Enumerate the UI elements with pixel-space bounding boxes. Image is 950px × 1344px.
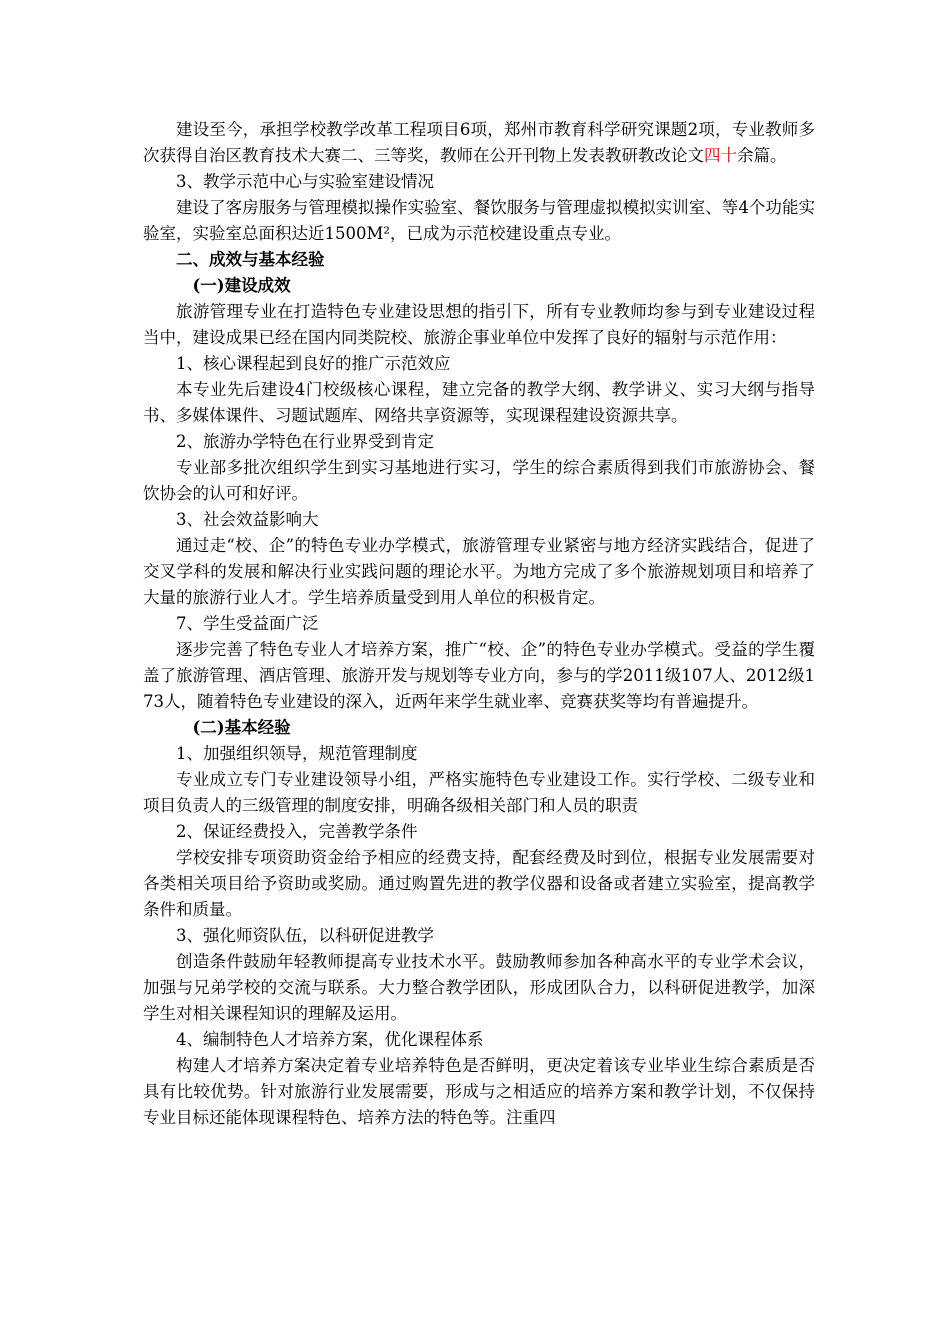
paragraph-lab-construction: 建设了客房服务与管理模拟操作实验室、餐饮服务与管理虚拟模拟实训室、等4个功能实验室，实验室总面积达近1500M²，已成为示范校建设重点专业。 [143, 198, 815, 243]
paragraph-industry-recognition: 专业部多批次组织学生到实习基地进行实习，学生的综合素质得到我们市旅游协会、餐饮协会的认可和好评。 [143, 458, 815, 503]
paragraph-core-courses: 本专业先后建设4门校级核心课程，建立完备的教学大纲、教学讲义、实习大纲与指导书、多媒体课件、习题试题库、网络共享资源等，实现课程建设资源共享。 [143, 380, 815, 425]
paragraph-training-plan: 构建人才培养方案决定着专业培养特色是否鲜明，更决定着该专业毕业生综合素质是否具有比较优势。针对旅游行业发展需要，形成与之相适应的培养方案和教学计划，不仅保持专业目标还能体现课程特色、培养方法的特色等。注重四 [143, 1056, 815, 1127]
list-item-funding: 2、保证经费投入，完善教学条件 [176, 822, 418, 841]
list-item-training-plan: 4、编制特色人才培养方案，优化课程体系 [176, 1030, 484, 1049]
paragraph-funding: 学校安排专项资助资金给予相应的经费支持，配套经费及时到位，根据专业发展需要对各类相关项目给予资助或奖励。通过购置先进的教学仪器和设备或者建立实验室，提高教学条件和质量。 [143, 848, 815, 919]
paragraph-research-projects: 建设至今，承担学校教学改革工程项目6项，郑州市教育科学研究课题2项，专业教师多次获得自治区教育技术大赛二、三等奖，教师在公开刊物上发表教研教改论文四十余篇。 [143, 120, 815, 165]
list-item-faculty: 3、强化师资队伍，以科研促进教学 [176, 926, 434, 945]
paragraph-organization: 专业成立专门专业建设领导小组，严格实施特色专业建设工作。实行学校、二级专业和项目负责人的三级管理的制度安排，明确各级相关部门和人员的职责 [143, 770, 815, 815]
paragraph-achievements-intro: 旅游管理专业在打造特色专业建设思想的指引下，所有专业教师均参与到专业建设过程当中，建设成果已经在国内同类院校、旅游企事业单位中发挥了良好的辐射与示范作用： [143, 302, 815, 347]
subsection-heading-experience: (二)基本经验 [192, 718, 291, 737]
list-item-social-benefit: 3、社会效益影响大 [176, 510, 319, 529]
paragraph-social-benefit: 通过走“校、企”的特色专业办学模式，旅游管理专业紧密与地方经济实践结合，促进了交叉学科的发展和解决行业实践问题的理论水平。为地方完成了多个旅游规划项目和培养了大量的旅游行业人才。学生培养质量受到用人单位的积极肯定。 [143, 536, 815, 607]
list-item-lab-construction: 3、教学示范中心与实验室建设情况 [176, 172, 434, 191]
paragraph-faculty: 创造条件鼓励年轻教师提高专业技术水平。鼓励教师参加各种高水平的专业学术会议，加强与兄弟学校的交流与联系。大力整合教学团队，形成团队合力，以科研促进教学，加深学生对相关课程知识的理解及运用。 [143, 952, 815, 1023]
paragraph-student-benefit: 逐步完善了特色专业人才培养方案，推广“校、企”的特色专业办学模式。受益的学生覆盖了旅游管理、酒店管理、旅游开发与规划等专业方向，参与的学2011级107人、2012级173人，随着特色专业建设的深入，近两年来学生就业率、竞赛获奖等均有普遍提升。 [143, 640, 815, 711]
list-item-organization: 1、加强组织领导，规范管理制度 [176, 744, 418, 763]
subsection-heading-achievements: (一)建设成效 [192, 276, 291, 295]
list-item-industry-recognition: 2、旅游办学特色在行业界受到肯定 [176, 432, 434, 451]
document-page [143, 117, 815, 1131]
highlighted-count: 四十 [704, 146, 737, 165]
list-item-core-courses: 1、核心课程起到良好的推广示范效应 [176, 354, 451, 373]
section-heading-results: 二、成效与基本经验 [176, 250, 325, 269]
list-item-student-benefit: 7、学生受益面广泛 [176, 614, 319, 633]
